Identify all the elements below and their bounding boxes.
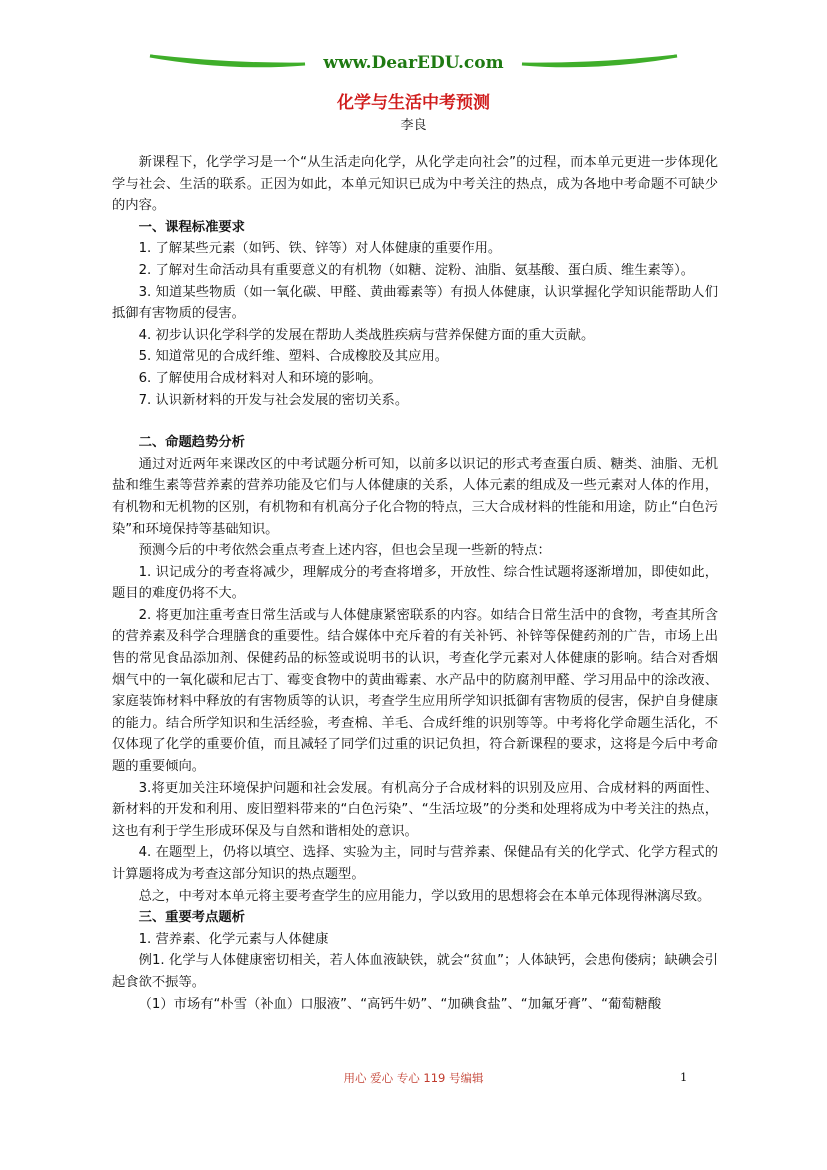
section-heading-3: 三、重要考点题析 [138, 910, 245, 926]
paragraph: 1. 营养素、化学元素与人体健康 [138, 931, 329, 947]
document-body [112, 152, 718, 1015]
list-item: 5. 知道常见的合成纤维、塑料、合成橡胶及其应用。 [138, 349, 449, 365]
intro-paragraph: 新课程下，化学学习是一个“从生活走向化学，从化学走向社会”的过程，而本单元更进一步体现化学与社会、生活的联系。正因为如此，本单元知识已成为中考关注的热点，成为各地中考命题不可缺少的内容。 [112, 155, 718, 214]
section-heading-1: 一、课程标准要求 [138, 219, 245, 235]
list-item: 6. 了解使用合成材料对人和环境的影响。 [138, 370, 382, 386]
paragraph: 通过对近两年来课改区的中考试题分析可知，以前多以识记的形式考查蛋白质、糖类、油脂、无机盐和维生素等营养素的营养功能及它们与人体健康的关系，人体元素的组成及一些元素对人体的作用，有机物和无机物的区别，有机物和有机高分子化合物的特点，三大合成材料的性能和用途，防止“白色污染”和环境保持等基础知识。 [112, 456, 718, 537]
paragraph: （1）市场有“朴雪（补血）口服液”、“高钙牛奶”、“加碘食盐”、“加氟牙膏”、“葡萄糖酸 [138, 996, 662, 1012]
document-title: 化学与生活中考预测 [337, 93, 490, 113]
paragraph: 2. 将更加注重考查日常生活或与人体健康紧密联系的内容。如结合日常生活中的食物，考查其所含的营养素及科学合理膳食的重要性。结合媒体中充斥着的有关补钙、补锌等保健药剂的广告，市场上出售的常见食品添加剂、保健药品的标签或说明书的认识，考查化学元素对人体健康的影响。结合对香烟烟气中的一氧化碳和尼古丁、霉变食物中的黄曲霉素、水产品中的防腐剂甲醛、学习用品中的涂改液、家庭装饰材料中释放的有害物质等的认识，考查学生应用所学知识抵御有害物质的侵害，保护自身健康的能力。结合所学知识和生活经验，考查棉、羊毛、合成纤维的识别等等。中考将化学命题生活化，不仅体现了化学的重要价值，而且减轻了同学们过重的识记负担，符合新课程的要求，这将是今后中考命题的重要倾向。 [112, 607, 718, 775]
paragraph: 3.将更加关注环境保护问题和社会发展。有机高分子合成材料的识别及应用、合成材料的两面性、新材料的开发和利用、废旧塑料带来的“白色污染”、“生活垃圾”的分类和处理将成为中考关注的热点，这也有利于学生形成环保及与自然和谐相处的意识。 [112, 780, 718, 839]
paragraph: 预测今后的中考依然会重点考查上述内容，但也会呈现一些新的特点： [138, 543, 551, 559]
page-number: 1 [680, 1070, 688, 1084]
document-author: 李良 [400, 118, 427, 133]
spacer [112, 411, 718, 432]
site-header [0, 44, 827, 84]
list-item: 7. 认识新材料的开发与社会发展的密切关系。 [138, 392, 409, 408]
site-url[interactable]: www.DearEDU.com [323, 53, 504, 73]
paragraph: 总之，中考对本单元将主要考查学生的应用能力，学以致用的思想将会在本单元体现得淋漓尽致。 [138, 888, 711, 904]
paragraph: 例1. 化学与人体健康密切相关，若人体血液缺铁，就会“贫血”；人体缺钙，会患佝偻病；缺碘会引起食欲不振等。 [112, 953, 718, 990]
section-heading-2: 二、命题趋势分析 [138, 435, 245, 451]
paragraph: 4. 在题型上，仍将以填空、选择、实验为主，同时与营养素、保健品有关的化学式、化学方程式的计算题将成为考查这部分知识的热点题型。 [112, 845, 718, 882]
footer-text: 用心 爱心 专心 119 号编辑 [343, 1071, 484, 1085]
list-item: 2. 了解对生命活动具有重要意义的有机物（如糖、淀粉、油脂、氨基酸、蛋白质、维生素等）。 [138, 262, 695, 278]
list-item: 1. 了解某些元素（如钙、铁、锌等）对人体健康的重要作用。 [138, 241, 502, 257]
list-item: 3. 知道某些物质（如一氧化碳、甲醛、黄曲霉素等）有损人体健康，认识掌握化学知识能帮助人们抵御有害物质的侵害。 [112, 284, 718, 322]
paragraph: 1. 识记成分的考查将减少，理解成分的考查将增多，开放性、综合性试题将逐渐增加，即使如此，题目的难度仍将不大。 [112, 564, 718, 602]
list-item: 4. 初步认识化学科学的发展在帮助人类战胜疾病与营养保健方面的重大贡献。 [138, 327, 595, 343]
